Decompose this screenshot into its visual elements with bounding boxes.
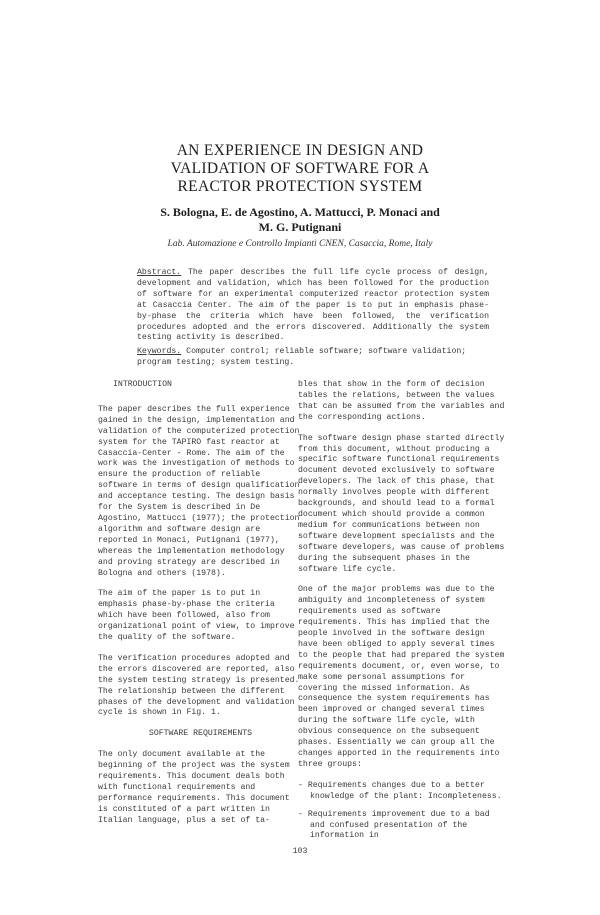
authors	[0, 205, 600, 235]
abstract-label: Abstract.	[137, 268, 182, 277]
software-requirements-heading: SOFTWARE REQUIREMENTS	[148, 729, 253, 739]
left-column	[98, 380, 303, 837]
list-item: - Requirements changes due to a better knowledge of the plant: Incompleteness.	[298, 780, 502, 801]
intro-paragraph-1: The paper describes the full experience gained in the design, implementation and validation of the computerized protection system for the TAPIRO fast reactor at Casaccia-Center - Rome. The aim of the work was the investigation of methods to ensure the production of reliable software in terms of design qualification and acceptance testing. The design basis for the System is described in De Agostino, Mattucci (1977); the protection algorithm and software design are reported in Monaci, Putignani (1977), whereas the implementation methodology and proving strategy are described in Bologna and others (1978).	[98, 404, 300, 578]
page-number: 103	[292, 847, 308, 856]
requirements-paragraph: The only document available at the beginning of the project was the system requirements. This document deals both with functional requirements and performance requirements. This document is constituted of a part written in Italian language, plus a set of ta-	[98, 750, 290, 825]
title-line-1: AN EXPERIENCE IN DESIGN AND	[176, 142, 424, 159]
right-paragraph-1: bles that show in the form of decision tables the relations, between the values that can be assumed from the variables and the corresponding actions.	[298, 380, 505, 422]
keywords-text: Computer control; reliable software; software validation; program testing; system testing.	[137, 347, 467, 367]
paper-title	[0, 142, 600, 196]
list-item: - Requirements improvement due to a bad and confused presentation of the information in	[298, 809, 490, 841]
title-line-2: VALIDATION OF SOFTWARE FOR A	[170, 160, 430, 177]
abstract-text: The paper describes the full life cycle process of design, development and validation, which has been followed for the production of software for an experimental computerized reactor protection system at Casaccia Center. The aim of the paper is to put in emphasis phase-by-phase the criteria which have been followed, the verification procedures adopted and the errors discovered. Additionally the system testing activity is described.	[137, 268, 489, 343]
intro-paragraph-3: The verification procedures adopted and the errors discovered are reported, also the system testing strategy is presented. The relationship between the different phases of the development and validation cycle is shown in Fig. 1.	[98, 653, 300, 718]
requirements-change-list	[298, 781, 508, 843]
keywords-label: Keywords.	[137, 347, 182, 356]
authors-line-2: M. G. Putignani	[258, 220, 342, 234]
title-line-3: REACTOR PROTECTION SYSTEM	[177, 178, 423, 195]
abstract	[137, 268, 489, 344]
keywords	[137, 347, 489, 369]
right-paragraph-3: One of the major problems was due to the ambiguity and incompleteness of system requirements used as software requirements. This has implied that the people involved in the software design have been obliged to apply several times to the people that had prepared the system requirements document, or, even worse, to make some personal assumptions for covering the missed information. As consequence the system requirements has been improved or changed several times during the software life cycle, with obvious consequence on the subsequent phases. Essentially we can group all the changes apported in the requirements into three groups:	[298, 585, 505, 769]
introduction-heading: INTRODUCTION	[113, 380, 172, 389]
right-column	[298, 380, 508, 849]
affiliation: Lab. Automazione e Controllo Impianti CNEN, Casaccia, Rome, Italy	[167, 239, 433, 249]
intro-paragraph-2: The aim of the paper is to put in emphasis phase-by-phase the criteria which have been followed, also from organizational point of view, to improve the quality of the software.	[98, 589, 295, 643]
authors-line-1: S. Bologna, E. de Agostino, A. Mattucci, P. Monaci and	[160, 205, 440, 219]
right-paragraph-2: The software design phase started directly from this document, without producing a specific software functional requirements document devoted exclusively to software developers. The lack of this phase, that normally involves people with different backgrounds, and should lead to a formal document which should provide a common medium for communications between non software development specialists and the software developers, was cause of problems during the subsequent phases in the software life cycle.	[298, 433, 505, 574]
